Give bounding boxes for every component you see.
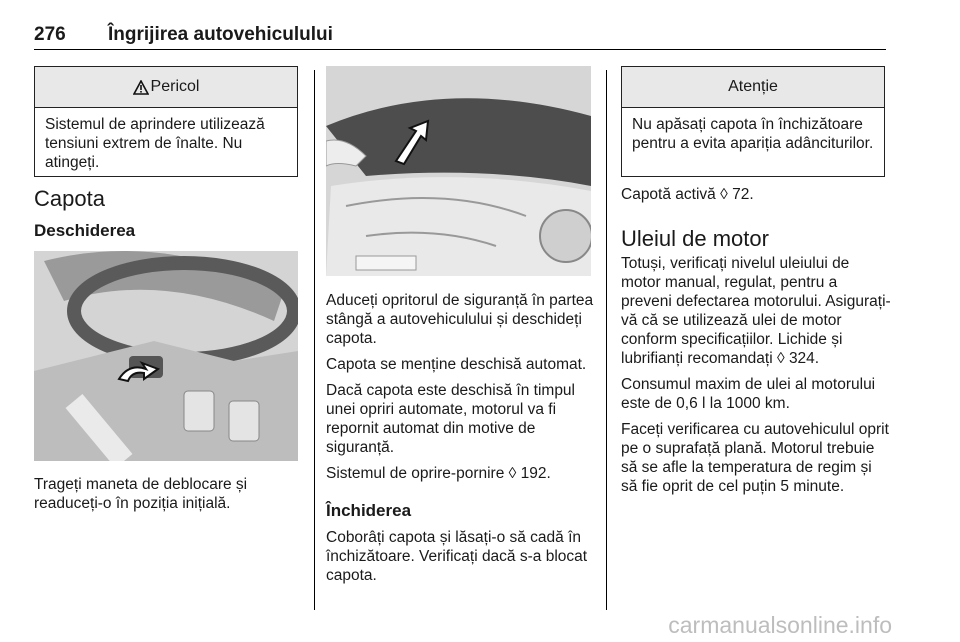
column-2-text (326, 291, 594, 483)
oil-check-paragraph (621, 254, 891, 368)
page-ref-arrow-icon: ◊ (776, 350, 785, 367)
section-heading-hood: Capota (34, 186, 105, 211)
danger-box-title: Pericol (150, 78, 200, 95)
closing-paragraph: Coborâți capota și lăsați-o să cadă în închizătoare. Verificați dacă s-a blocat capota. (326, 529, 588, 584)
active-hood-reference (621, 185, 754, 204)
active-hood-page-ref[interactable]: 72. (732, 186, 754, 203)
page-number: 276 (34, 24, 66, 45)
watermark: carmanualsonline.info (668, 612, 892, 638)
oil-consumption-paragraph: Consumul maxim de ulei al motorului este de 0,6 l la 1000 km. (621, 376, 876, 412)
hood-opening-illustration (326, 66, 591, 276)
hood-safety-catch-paragraph: Aduceți opritorul de siguranță în partea stângă a autovehiculului și deschideți capota. (326, 292, 594, 347)
danger-box (34, 66, 298, 177)
header-rule (34, 49, 886, 50)
column-3-text (621, 254, 891, 496)
page-ref-arrow-icon: ◊ (720, 186, 728, 203)
oil-check-conditions-paragraph: Faceți verificarea cu autovehiculul oprit pe o suprafață plană. Motorul trebuie să se afle la temperatura de regim și să fie oprit de cel puțin 5 minute. (621, 421, 889, 495)
warning-triangle-icon (133, 80, 149, 95)
section-heading-engine-oil: Uleiul de motor (621, 226, 769, 251)
column-divider-1 (314, 70, 315, 610)
column-divider-2 (606, 70, 607, 610)
hood-release-lever-illustration (34, 251, 298, 461)
page-ref-arrow-icon: ◊ (508, 465, 517, 482)
chapter-title: Îngrijirea autovehiculului (108, 24, 333, 45)
active-hood-text: Capotă activă (621, 186, 716, 203)
lever-instruction: Trageți maneta de deblocare și readuceți-o în poziția inițială. (34, 476, 248, 512)
autostop-paragraph: Dacă capota este deschisă în timpul unei opriri automate, motorul va fi repornit automat din motive de siguranță. (326, 382, 575, 456)
oil-check-text: Totuși, verificați nivelul uleiului de motor manual, regulat, pentru a preveni defectarea motorului. Asigurați-vă că se utilizează ulei de motor conform specificațiilor. Lichide și lubrifianți recomandați (621, 255, 891, 367)
caution-box-text: Nu apăsați capota în închizătoare pentru a evita apariția adânciturilor. (632, 116, 874, 152)
danger-box-header (35, 67, 297, 108)
caution-box (621, 66, 885, 177)
caution-box-title: Atenție (728, 78, 778, 95)
subheading-opening: Deschiderea (34, 221, 136, 240)
hood-stays-open-paragraph: Capota se menține deschisă automat. (326, 356, 587, 373)
danger-box-text: Sistemul de aprindere utilizează tensiuni extrem de înalte. Nu atingeți. (45, 116, 265, 171)
caution-box-header (622, 67, 884, 108)
lubricants-page-ref[interactable]: 324. (788, 350, 820, 367)
stop-start-page-ref[interactable]: 192. (520, 465, 551, 482)
subheading-closing: Închiderea (326, 501, 412, 520)
stop-start-text: Sistemul de oprire-pornire (326, 465, 505, 482)
stop-start-reference (326, 464, 594, 483)
